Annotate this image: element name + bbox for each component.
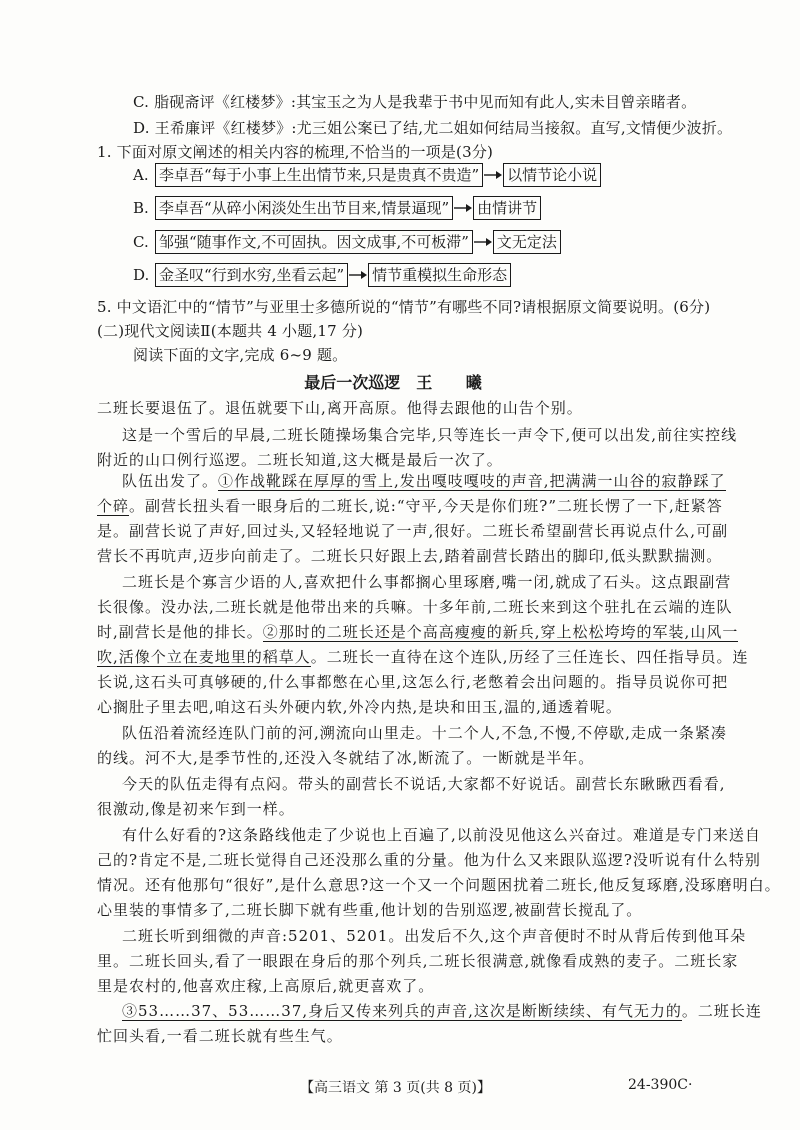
question-4-stem: 1. 下面对原文阐述的相关内容的梳理,不恰当的一项是(3分) — [97, 143, 494, 161]
target-box: 情节重模拟生命形态 — [368, 263, 511, 287]
paragraph-line: 二班长是个寡言少语的人,喜欢把什么事都搁心里琢磨,嘴一闭,就成了石头。这点跟副营 — [122, 573, 732, 591]
arrow-right-icon — [483, 168, 503, 182]
source-box: 李卓吾“从碎小闲淡处生出节目来,情景逼现” — [155, 196, 453, 220]
option-letter: A. — [133, 166, 149, 184]
text-span: 。二班长连 — [681, 1002, 762, 1020]
arrow-right-icon — [473, 235, 493, 249]
paragraph-line — [97, 646, 749, 667]
option-d-text: D. 王希廉评《红楼梦》:尤三姐公案已了结,尤二姐如何结局当接叙。直写,文情便少波折。 — [133, 119, 733, 137]
paragraph-line: 心里装的事情多了,二班长脚下就有些重,他计划的告别巡逻,被副营长搅乱了。 — [97, 901, 643, 919]
paragraph-line: 队伍沿着流经连队门前的河,溯流向山里走。十二个人,不急,不慢,不停歇,走成一条紧凑 — [122, 724, 727, 742]
option-letter: C. — [133, 233, 149, 251]
underlined-sentence-1: ①作战靴踩在厚厚的雪上,发出嘎吱嘎吱的声音,把满满一山谷的寂静踩了 — [218, 472, 726, 490]
paragraph-line: 二班长听到细微的声音:5201、5201。出发后不久,这个声音便时不时从背后传到他耳朵 — [122, 927, 747, 945]
arrow-right-icon — [453, 201, 473, 215]
paragraph-line: 这是一个雪后的早晨,二班长随操场集合完毕,只等连长一声令下,便可以出发,前往实控线 — [122, 426, 738, 444]
target-box: 由情讲节 — [473, 196, 541, 220]
q4-option-a — [133, 163, 601, 187]
q4-option-b — [133, 196, 541, 220]
paragraph-line — [97, 495, 723, 516]
page-footer-code: 24-390C· — [628, 1077, 693, 1093]
text-span: 。二班长一直待在这个连队,历经了三任连长、四任指导员。连 — [310, 648, 749, 666]
source-box: 李卓吾“每于小事上生出情节来,只是贵真不贵造” — [155, 163, 483, 187]
paragraph-line — [122, 1000, 762, 1021]
q4-option-d — [133, 263, 511, 287]
arrow-right-icon — [348, 268, 368, 282]
article-title: 最后一次巡逻 — [304, 373, 401, 392]
paragraph-line: 情况。还有他那句“很好”,是什么意思?这一个又一个问题困扰着二班长,他反复琢磨,没琢磨明白。 — [97, 876, 781, 894]
text-span: 时,副营长是他的排长。 — [97, 623, 263, 641]
paragraph-line: 长很像。没办法,二班长就是他带出来的兵嘛。十多年前,二班长来到这个驻扎在云端的连队 — [97, 598, 733, 616]
section-instruction: 阅读下面的文字,完成 6~9 题。 — [133, 346, 348, 364]
paragraph-line: 里。二班长回头,看了一眼跟在身后的那个列兵,二班长很满意,就像看成熟的麦子。二班长家 — [97, 952, 739, 970]
paragraph-line: 有什么好看的?这条路线他走了少说也上百遍了,以前没见他这么兴奋过。难道是专门来送自 — [122, 826, 761, 844]
paragraph-line: 里是农村的,他喜欢庄稼,上高原后,就更喜欢了。 — [97, 977, 435, 995]
paragraph-line — [122, 470, 726, 491]
underlined-sentence-1-end: 个碎 — [97, 497, 130, 515]
target-box: 以情节论小说 — [503, 163, 601, 187]
underlined-sentence-2: ②那时的二班长还是个高高瘦瘦的新兵,穿上松松垮垮的军装,山风一 — [262, 623, 739, 641]
paragraph-line: 心搁肚子里去吧,咱这石头外硬内软,外冷内热,是块和田玉,温的,通透着呢。 — [97, 698, 622, 716]
underlined-sentence-2-end: 吹,活像个立在麦地里的稻草人 — [97, 648, 311, 666]
paragraph-line: 长说,这石头可真够硬的,什么事都憋在心里,这怎么行,老憋着会出问题的。指导员说你可把 — [97, 673, 729, 691]
page-footer-center: 【高三语文 第 3 页(共 8 页)】 — [300, 1080, 491, 1096]
paragraph-line: 今天的队伍走得有点闷。带头的副营长不说话,大家都不好说话。副营长东瞅瞅西看看, — [122, 775, 726, 793]
text-span: 队伍出发了。 — [122, 472, 219, 490]
article-author: 王 曦 — [416, 373, 496, 392]
paragraph-line: 二班长要退伍了。退伍就要下山,离开高原。他得去跟他的山告个别。 — [97, 399, 583, 417]
paragraph-line — [97, 621, 738, 642]
paragraph-line: 很激动,像是初来乍到一样。 — [97, 800, 295, 818]
paragraph-line: 附近的山口例行巡逻。二班长知道,这大概是最后一次了。 — [97, 451, 503, 469]
option-letter: D. — [133, 266, 150, 284]
paragraph-line: 是。副营长说了声好,回过头,又轻轻地说了一声,很好。二班长希望副营长再说点什么,可副 — [97, 522, 729, 540]
article-title-row — [0, 370, 800, 393]
target-box: 文无定法 — [493, 230, 561, 254]
option-c-text: C. 脂砚斋评《红楼梦》:其宝玉之为人是我辈于书中见而知有此人,实未目曾亲睹者。 — [133, 93, 697, 111]
text-span: 。副营长扭头看一眼身后的二班长,说:“守平,今天是你们班?”二班长愣了一下,赶紧答 — [129, 497, 723, 515]
paragraph-line: 忙回头看,一看二班长就有些生气。 — [97, 1027, 343, 1045]
source-box: 金圣叹“行到水穷,坐看云起” — [155, 263, 348, 287]
underlined-sentence-3: ③53……37、53……37,身后又传来列兵的声音,这次是断断续续、有气无力的 — [122, 1002, 682, 1020]
q4-option-c — [133, 230, 561, 254]
source-box: 邹强“随事作文,不可固执。因文成事,不可板滞” — [155, 230, 473, 254]
paragraph-line: 营长不再吭声,迈步向前走了。二班长只好跟上去,踏着副营长踏出的脚印,低头默默揣测。 — [97, 547, 723, 565]
question-5: 5. 中文语汇中的“情节”与亚里士多德所说的“情节”有哪些不同?请根据原文简要说明。(6分) — [97, 298, 711, 316]
option-letter: B. — [133, 199, 149, 217]
paragraph-line: 己的?肯定不是,二班长觉得自己还没那么重的分量。他为什么又来跟队巡逻?没听说有什么特别 — [97, 851, 761, 869]
paragraph-line: 的线。河不大,是季节性的,还没入冬就结了冰,断流了。一断就是半年。 — [97, 749, 595, 767]
section-heading: (二)现代文阅读Ⅱ(本题共 4 小题,17 分) — [97, 322, 364, 340]
